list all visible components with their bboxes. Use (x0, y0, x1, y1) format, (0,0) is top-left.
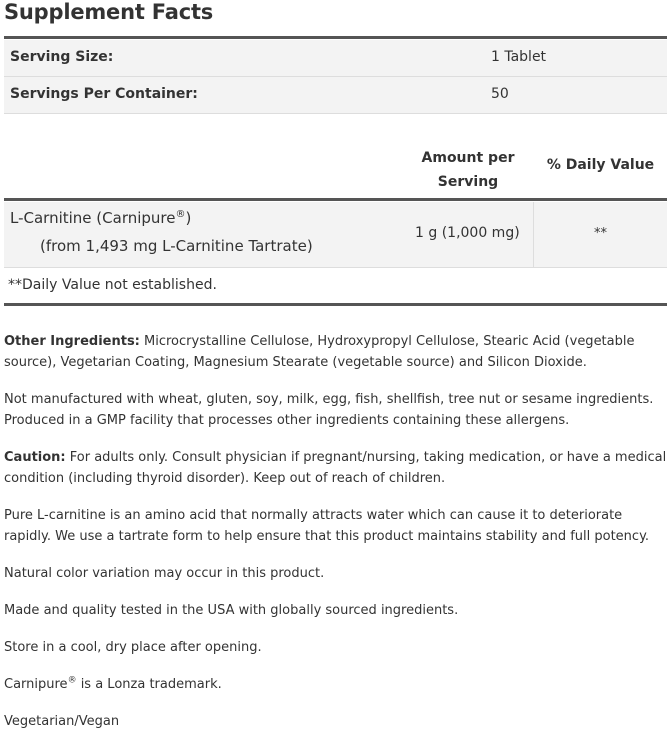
trademark-name: Carnipure (4, 677, 68, 692)
ingredient-name-text: L-Carnitine (Carnipure (10, 209, 176, 227)
daily-value-header: % Daily Value (546, 157, 655, 173)
ingredient-row (4, 202, 667, 268)
other-ingredients-text: Microcrystalline Cellulose, Hydroxypropyl Cellulose, Stearic Acid (vegetable source), Vegetarian Coating, Magnesium Stearate (vegetable source) and Silicon Dioxide. (4, 334, 635, 370)
ingredient-name-end: ) (185, 209, 192, 227)
diet-statement: Vegetarian/Vegan (4, 714, 120, 729)
servings-per-container-value: 50 (491, 86, 509, 102)
ingredient-daily-value: ** (594, 226, 607, 241)
trademark-statement (4, 674, 668, 695)
servings-per-container-label: Servings Per Container: (10, 86, 198, 102)
storage-statement: Store in a cool, dry place after opening. (4, 640, 262, 655)
servings-per-container-row (4, 77, 667, 114)
registered-mark: ® (175, 209, 186, 220)
serving-size-row (4, 40, 667, 77)
caution-statement (4, 447, 668, 489)
other-ingredients-label: Other Ingredients: (4, 334, 140, 349)
daily-value-footnote: **Daily Value not established. (8, 277, 217, 293)
amount-per-serving-header (414, 146, 522, 194)
bottom-rule (4, 303, 667, 306)
serving-size-value: 1 Tablet (491, 49, 547, 65)
allergen-statement: Not manufactured with wheat, gluten, soy, milk, egg, fish, shellfish, tree nut or sesame ingredients. Produced in a GMP facility that processes other ingredients containing these allergens. (4, 392, 654, 428)
ingredient-source: (from 1,493 mg L-Carnitine Tartrate) (40, 237, 313, 255)
caution-text: For adults only. Consult physician if pregnant/nursing, taking medication, or have a medical condition (including thyroid disorder). Keep out of reach of children. (4, 450, 667, 486)
amount-header-line1: Amount per (421, 150, 515, 166)
amount-header-line2: Serving (437, 174, 499, 190)
other-ingredients (4, 331, 668, 373)
made-in-usa-statement: Made and quality tested in the USA with globally sourced ingredients. (4, 603, 459, 618)
serving-size-label: Serving Size: (10, 49, 114, 65)
caution-label: Caution: (4, 450, 66, 465)
color-variation-statement: Natural color variation may occur in this product. (4, 566, 325, 581)
trademark-registered-mark: ® (67, 675, 77, 686)
ingredient-amount: 1 g (1,000 mg) (415, 225, 520, 241)
trademark-text: is a Lonza trademark. (76, 677, 222, 692)
tartrate-statement: Pure L-carnitine is an amino acid that normally attracts water which can cause it to deteriorate rapidly. We use a tartrate form to help ensure that this product maintains stability and full potency. (4, 508, 650, 544)
header-rule (4, 198, 667, 201)
page-title: Supplement Facts (4, 0, 214, 24)
ingredient-name (10, 209, 191, 227)
top-rule (4, 36, 667, 39)
